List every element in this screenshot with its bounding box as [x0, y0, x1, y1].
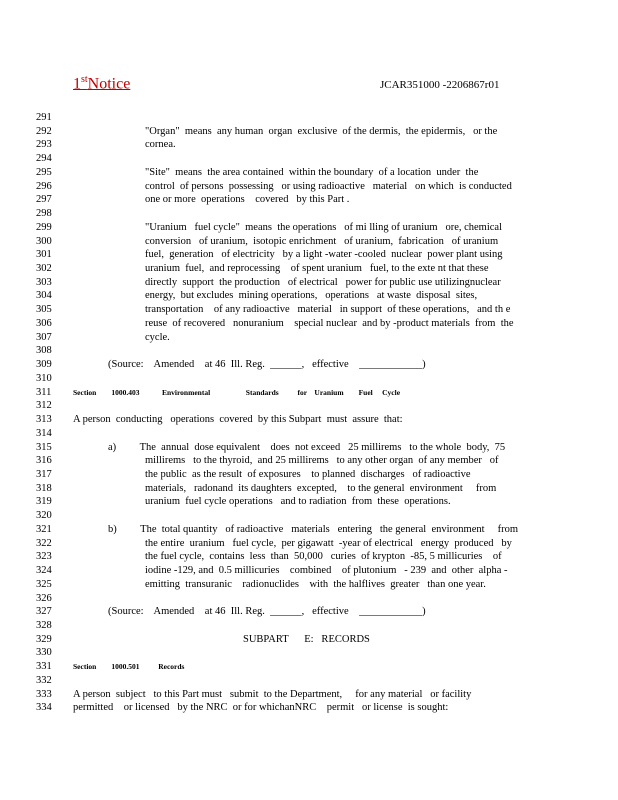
document-line: [0, 303, 618, 317]
line-number: 302: [36, 263, 52, 275]
document-line: [0, 619, 618, 633]
line-number: 305: [36, 304, 52, 316]
line-number: 320: [36, 510, 52, 522]
line-number: 327: [36, 606, 52, 618]
line-number: 307: [36, 331, 52, 343]
document-line: [0, 564, 618, 578]
line-number: 326: [36, 592, 52, 604]
line-number: 325: [36, 578, 52, 590]
line-text: permitted or licensed by the NRC or for whichanNRC permit or license is sought:: [73, 702, 449, 714]
document-line: [0, 358, 618, 372]
line-number: 303: [36, 276, 52, 288]
document-line: [0, 468, 618, 482]
line-number: 292: [36, 125, 52, 137]
line-number: 323: [36, 551, 52, 563]
document-line: [0, 523, 618, 537]
document-line: [0, 276, 618, 290]
notice-heading: 1stNotice: [73, 74, 131, 93]
line-text: control of persons possessing or using radioactive material on which is conducted: [145, 180, 512, 192]
line-text: Section 1000.403 Environmental Standards for Uranium Fuel Cycle: [73, 387, 401, 397]
document-line: [0, 235, 618, 249]
document-line: [0, 111, 618, 125]
document-line: [0, 605, 618, 619]
document-line: [0, 633, 618, 647]
line-number: 315: [36, 441, 52, 453]
line-text: emitting transuranic radionuclides with the halflives greater than one year.: [145, 578, 486, 590]
line-number: 324: [36, 565, 52, 577]
document-line: [0, 138, 618, 152]
document-line: [0, 688, 618, 702]
line-text: reuse of recovered nonuranium special nuclear and by -product materials from the: [145, 317, 514, 329]
document-line: [0, 180, 618, 194]
line-number: 322: [36, 537, 52, 549]
document-line: [0, 289, 618, 303]
line-text: A person conducting operations covered by this Subpart must assure that:: [73, 414, 403, 426]
document-line: [0, 413, 618, 427]
document-line: [0, 221, 618, 235]
line-number: 304: [36, 290, 52, 302]
line-text: Section 1000.501 Records: [73, 662, 185, 672]
line-text: SUBPART E: RECORDS: [243, 633, 370, 645]
line-number: 333: [36, 688, 52, 700]
line-number: 306: [36, 317, 52, 329]
document-line: [0, 262, 618, 276]
line-text: (Source: Amended at 46 Ill. Reg. ______, effective ____________): [108, 359, 426, 371]
line-text: cycle.: [145, 331, 170, 343]
line-number: 331: [36, 661, 52, 673]
line-text: the public as the result of exposures to planned discharges of radioactive: [145, 468, 471, 480]
line-number: 300: [36, 235, 52, 247]
line-number: 332: [36, 674, 52, 686]
line-number: 294: [36, 153, 52, 165]
document-line: [0, 441, 618, 455]
line-number: 314: [36, 427, 52, 439]
line-number: 298: [36, 208, 52, 220]
line-text: fuel, generation of electricity by a light -water -cooled nuclear power plant using: [145, 249, 503, 261]
line-text: materials, radonand its daughters excepted, to the general environment from: [145, 482, 497, 494]
line-text: uranium fuel cycle operations and to radiation from these operations.: [145, 496, 451, 508]
line-number: 291: [36, 112, 52, 123]
line-text: the entire uranium fuel cycle, per gigawatt -year of electrical energy produced by: [145, 537, 512, 549]
document-line: [0, 125, 618, 139]
line-text: millirems to the thyroid, and 25 millirems to any other organ of any member of: [145, 455, 499, 467]
line-text: (Source: Amended at 46 Ill. Reg. ______, effective ____________): [108, 606, 426, 618]
line-text: the fuel cycle, contains less than 50,000 curies of krypton -85, 5 millicuries of: [145, 551, 502, 563]
line-text: b) The total quantity of radioactive materials entering the general environment from: [108, 523, 519, 535]
document-line: [0, 646, 618, 660]
line-number: 328: [36, 620, 52, 631]
line-number: 295: [36, 166, 52, 178]
document-line: [0, 152, 618, 166]
line-text: "Site" means the area contained within the boundary of a location under the: [145, 166, 479, 178]
document-line: [0, 386, 618, 400]
document-line: [0, 399, 618, 413]
line-number: 308: [36, 345, 52, 357]
line-text: "Uranium fuel cycle" means the operations of mi lling of uranium ore, chemical: [145, 221, 503, 233]
line-number: 311: [36, 386, 52, 398]
line-number: 317: [36, 468, 52, 480]
line-number: 313: [36, 414, 52, 426]
document-line: [0, 509, 618, 523]
document-line: [0, 495, 618, 509]
line-number: 297: [36, 194, 52, 206]
document-line: [0, 701, 618, 715]
document-line: [0, 454, 618, 468]
document-line: [0, 344, 618, 358]
document-line: [0, 372, 618, 386]
line-text: energy, but excludes mining operations, operations at waste disposal sites,: [145, 290, 478, 302]
line-number: 318: [36, 482, 52, 494]
line-text: transportation of any radioactive material in support of these operations, and th e: [145, 304, 511, 316]
document-line: [0, 592, 618, 606]
line-text: A person subject to this Part must submit to the Department, for any material or facility: [73, 688, 472, 700]
line-number: 319: [36, 496, 52, 508]
document-line: [0, 166, 618, 180]
line-text: "Organ" means any human organ exclusive of the dermis, the epidermis, or the: [145, 125, 498, 137]
document-line: [0, 550, 618, 564]
line-number: 312: [36, 400, 52, 412]
document-line: [0, 537, 618, 551]
line-text: a) The annual dose equivalent does not exceed 25 millirems to the whole body, 75: [108, 441, 506, 453]
document-line: [0, 331, 618, 345]
line-number: 309: [36, 359, 52, 371]
line-number: 293: [36, 139, 52, 151]
line-number: 334: [36, 702, 52, 714]
document-line: [0, 660, 618, 674]
line-number: 296: [36, 180, 52, 192]
document-line: [0, 248, 618, 262]
line-text: cornea.: [145, 139, 176, 151]
line-number: 321: [36, 523, 52, 535]
document-line: [0, 317, 618, 331]
line-text: conversion of uranium, isotopic enrichment of uranium, fabrication of uranium: [145, 235, 499, 247]
line-number: 310: [36, 372, 52, 384]
line-number: 316: [36, 455, 52, 467]
document-id: JCAR351000 -2206867r01: [380, 79, 500, 91]
line-number: 330: [36, 647, 52, 659]
document-line: [0, 578, 618, 592]
document-line: [0, 427, 618, 441]
line-text: directly support the production of electrical power for public use utilizingnuclear: [145, 276, 501, 288]
document-line: [0, 193, 618, 207]
document-line: [0, 482, 618, 496]
line-number: 329: [36, 633, 52, 645]
line-text: uranium fuel, and reprocessing of spent uranium fuel, to the exte nt that these: [145, 263, 489, 275]
line-number: 301: [36, 249, 52, 261]
line-text: iodine -129, and 0.5 millicuries combined of plutonium - 239 and other alpha -: [145, 565, 508, 577]
line-number: 299: [36, 221, 52, 233]
document-line: [0, 674, 618, 688]
document-line: [0, 207, 618, 221]
line-text: one or more operations covered by this Part .: [145, 194, 350, 206]
